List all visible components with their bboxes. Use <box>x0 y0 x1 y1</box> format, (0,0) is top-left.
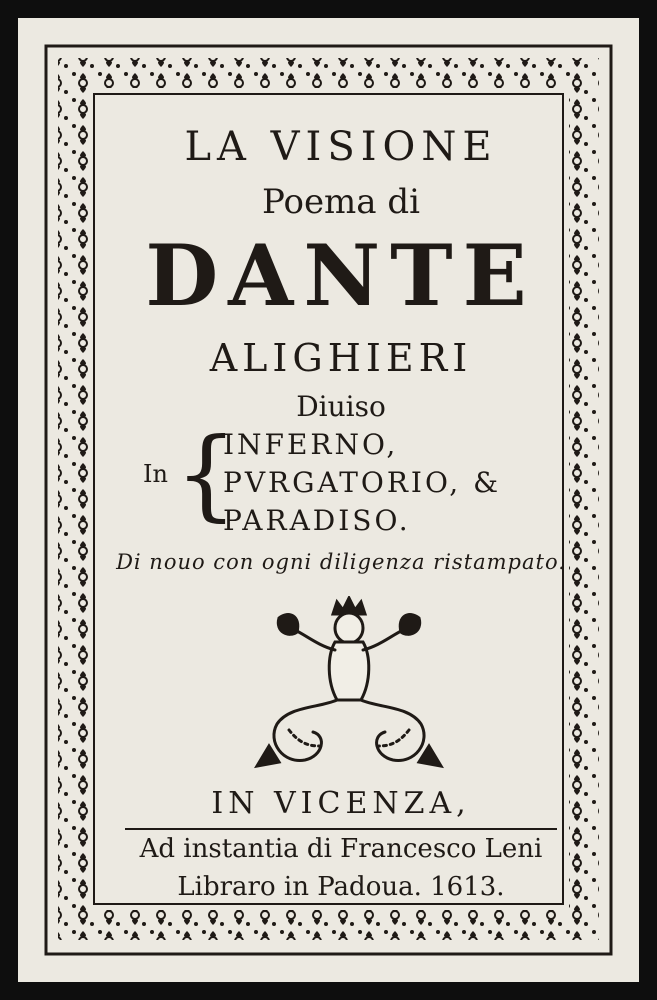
title-line-poema-di: Poema di <box>261 182 421 222</box>
crowned-mermaid-printer-device-icon <box>249 596 449 776</box>
part-purgatorio: PVRGATORIO, & <box>223 466 502 499</box>
author-first-name: DANTE <box>145 226 537 325</box>
imprint-rule <box>125 828 557 830</box>
in-word: In <box>143 460 168 488</box>
imprint-place: IN VICENZA, <box>211 786 471 821</box>
author-last-name: ALIGHIERI <box>209 336 473 380</box>
curly-brace-icon: { <box>175 418 238 532</box>
reprint-note: Di nouo con ogni diligenza ristampato. <box>116 550 566 574</box>
imprint-line-2: Libraro in Padoua. 1613. <box>177 872 505 902</box>
part-paradiso: PARADISO. <box>223 504 411 537</box>
imprint-line-1: Ad instantia di Francesco Leni <box>139 834 543 864</box>
divided-word: Diuiso <box>296 390 386 423</box>
title-line-la-visione: LA VISIONE <box>184 124 498 170</box>
part-inferno: INFERNO, <box>223 428 399 461</box>
title-page <box>18 18 639 982</box>
title-text-block <box>113 104 569 914</box>
